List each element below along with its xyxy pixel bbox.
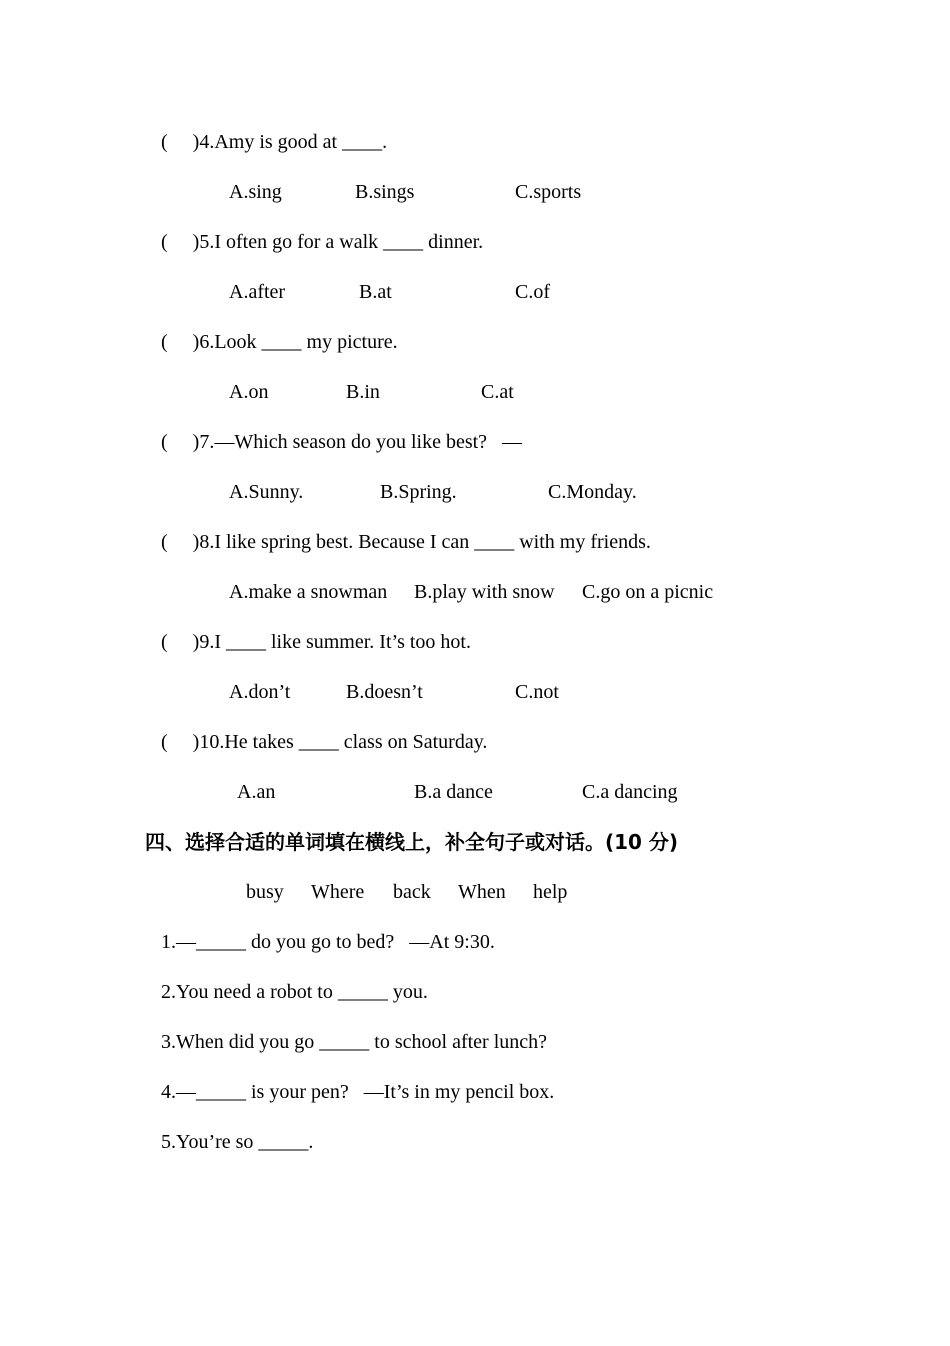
option-6b: B.in	[346, 381, 380, 403]
question-9: ( )9.I ____ like summer. It’s too hot.	[161, 631, 471, 653]
option-5b: B.at	[359, 281, 392, 303]
option-10b: B.a dance	[414, 781, 493, 803]
section-4-heading: 四、选择合适的单词填在横线上，补全句子或对话。(10 分)	[145, 830, 679, 854]
option-7a: A.Sunny.	[229, 481, 304, 503]
question-8: ( )8.I like spring best. Because I can ____ with my friends.	[161, 531, 651, 553]
question-10: ( )10.He takes ____ class on Saturday.	[161, 731, 488, 753]
option-10a: A.an	[237, 781, 276, 803]
option-4c: C.sports	[515, 181, 582, 203]
question-7: ( )7.—Which season do you like best? —	[161, 431, 523, 453]
option-8b: B.play with snow	[414, 581, 555, 603]
option-7b: B.Spring.	[380, 481, 457, 503]
word-bank-item: back	[393, 881, 431, 903]
option-6a: A.on	[229, 381, 269, 403]
option-9a: A.don’t	[229, 681, 291, 703]
word-bank-item: busy	[246, 881, 284, 903]
option-9c: C.not	[515, 681, 559, 703]
option-8a: A.make a snowman	[229, 581, 388, 603]
fill-item-5: 5.You’re so _____.	[161, 1131, 314, 1153]
fill-item-4: 4.—_____ is your pen? —It’s in my pencil box.	[161, 1081, 555, 1103]
option-10c: C.a dancing	[582, 781, 678, 803]
word-bank-item: help	[533, 881, 568, 903]
option-4b: B.sings	[355, 181, 415, 203]
option-5a: A.after	[229, 281, 286, 303]
fill-item-2: 2.You need a robot to _____ you.	[161, 981, 428, 1003]
option-4a: A.sing	[229, 181, 282, 203]
word-bank-item: When	[458, 881, 506, 903]
option-5c: C.of	[515, 281, 550, 303]
option-9b: B.doesn’t	[346, 681, 423, 703]
option-6c: C.at	[481, 381, 514, 403]
fill-item-3: 3.When did you go _____ to school after lunch?	[161, 1031, 548, 1053]
question-6: ( )6.Look ____ my picture.	[161, 331, 398, 353]
question-4: ( )4.Amy is good at ____.	[161, 131, 388, 153]
word-bank-item: Where	[311, 881, 365, 903]
question-5: ( )5.I often go for a walk ____ dinner.	[161, 231, 484, 253]
option-8c: C.go on a picnic	[582, 581, 714, 603]
fill-item-1: 1.—_____ do you go to bed? —At 9:30.	[161, 931, 495, 953]
option-7c: C.Monday.	[548, 481, 637, 503]
